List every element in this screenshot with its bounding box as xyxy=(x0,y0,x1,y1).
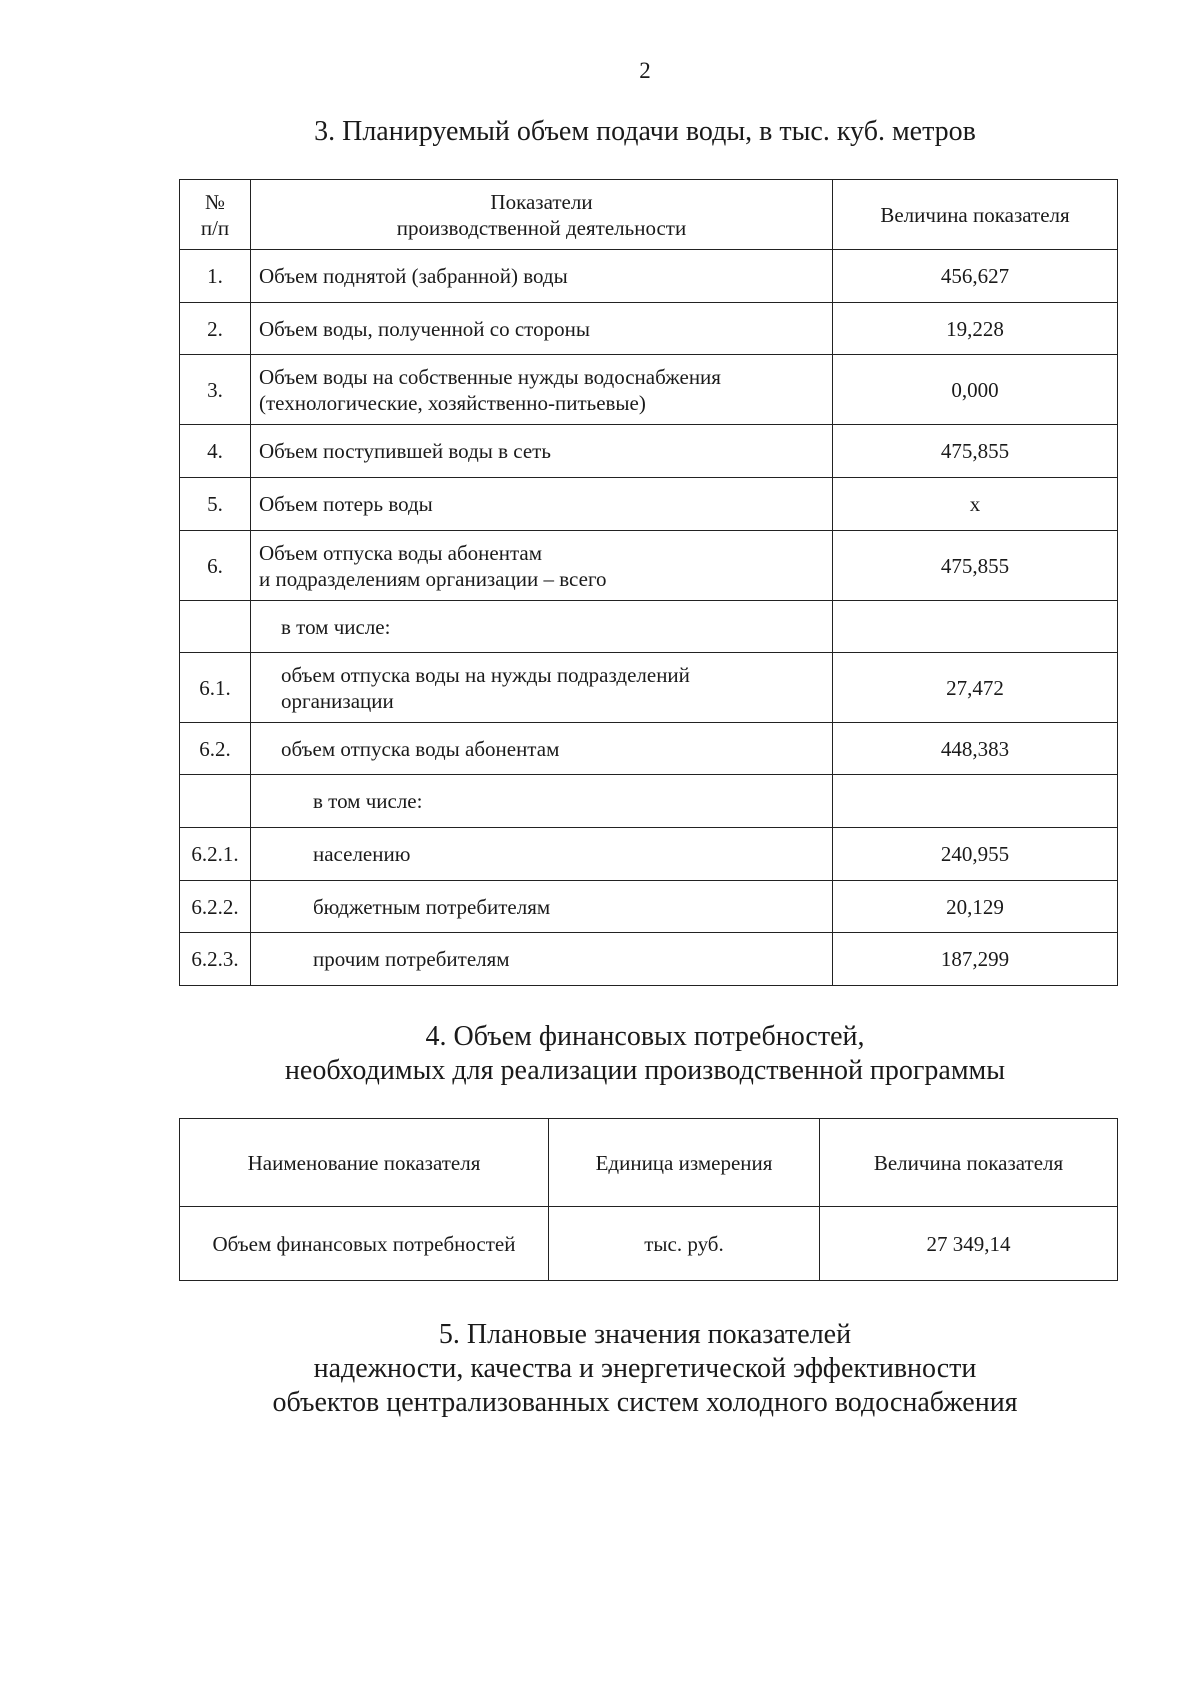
row-value xyxy=(833,775,1118,828)
row-unit: тыс. руб. xyxy=(549,1207,820,1281)
row-value: 456,627 xyxy=(833,250,1118,303)
row-value: 27,472 xyxy=(833,653,1118,723)
row-value: 240,955 xyxy=(833,828,1118,881)
row-value: 475,855 xyxy=(833,425,1118,478)
table-row xyxy=(180,250,1118,303)
table-row xyxy=(180,531,1118,601)
section-5-title-line1: 5. Плановые значения показателей xyxy=(438,1319,852,1350)
header-unit: Единица измерения xyxy=(549,1119,820,1207)
row-indicator-line1: объем отпуска воды на нужды подразделений xyxy=(281,662,690,687)
row-number: 6.1. xyxy=(180,653,251,723)
row-indicator: прочим потребителям xyxy=(251,933,833,986)
table-row xyxy=(180,601,1118,653)
section-3-title-text: 3. Планируемый объем подачи воды, в тыс. куб. метров xyxy=(314,116,976,147)
row-indicator-line1: Объем воды на собственные нужды водоснабжения xyxy=(259,364,721,389)
row-indicator: Объем поднятой (забранной) воды xyxy=(251,250,833,303)
row-value: 187,299 xyxy=(833,933,1118,986)
table-row xyxy=(180,653,1118,723)
row-indicator: Объем поступившей воды в сеть xyxy=(251,425,833,478)
row-indicator: Объем потерь воды xyxy=(251,478,833,531)
table-row xyxy=(180,478,1118,531)
page-number: 2 xyxy=(639,58,651,83)
row-indicator: в том числе: xyxy=(251,601,833,653)
section-4-title-line1: 4. Объем финансовых потребностей, xyxy=(425,1021,865,1052)
header-number xyxy=(180,180,251,250)
section-4-title-line2: необходимых для реализации производственной программы xyxy=(284,1055,1006,1086)
table-header-row xyxy=(180,1119,1118,1207)
water-supply-volume-table xyxy=(179,179,1118,986)
row-value: 475,855 xyxy=(833,531,1118,601)
row-number: 4. xyxy=(180,425,251,478)
financial-needs-table xyxy=(179,1118,1118,1281)
row-indicator-name: Объем финансовых потребностей xyxy=(180,1207,549,1281)
header-number-line2: п/п xyxy=(200,215,230,240)
section-3-title xyxy=(0,115,1200,149)
row-indicator xyxy=(251,355,833,425)
row-indicator: Объем воды, полученной со стороны xyxy=(251,303,833,355)
section-5-title-line2: надежности, качества и энергетической эффективности xyxy=(313,1353,977,1384)
section-4-title xyxy=(0,1020,1200,1088)
row-number: 5. xyxy=(180,478,251,531)
section-5-title-line3: объектов централизованных систем холодного водоснабжения xyxy=(272,1387,1018,1418)
row-value xyxy=(833,601,1118,653)
row-number xyxy=(180,775,251,828)
row-indicator-line2: и подразделениям организации – всего xyxy=(259,566,607,591)
row-number: 2. xyxy=(180,303,251,355)
row-indicator: в том числе: xyxy=(251,775,833,828)
table-row xyxy=(180,933,1118,986)
table-row xyxy=(180,355,1118,425)
row-indicator: бюджетным потребителям xyxy=(251,881,833,933)
header-indicator xyxy=(251,180,833,250)
row-indicator-line1: Объем отпуска воды абонентам xyxy=(259,540,543,565)
row-number: 6.2.1. xyxy=(180,828,251,881)
row-indicator-line2: организации xyxy=(281,688,394,713)
table-row xyxy=(180,723,1118,775)
header-value: Величина показателя xyxy=(820,1119,1118,1207)
table-row xyxy=(180,828,1118,881)
table-row xyxy=(180,425,1118,478)
table-header-row xyxy=(180,180,1118,250)
header-indicator-name: Наименование показателя xyxy=(180,1119,549,1207)
table-row xyxy=(180,1207,1118,1281)
row-number: 3. xyxy=(180,355,251,425)
row-indicator-line2: (технологические, хозяйственно-питьевые) xyxy=(259,390,646,415)
row-number: 6.2.2. xyxy=(180,881,251,933)
row-value: 27 349,14 xyxy=(820,1207,1118,1281)
row-number: 1. xyxy=(180,250,251,303)
table-row xyxy=(180,881,1118,933)
row-indicator: объем отпуска воды абонентам xyxy=(251,723,833,775)
row-number xyxy=(180,601,251,653)
header-number-line1: № xyxy=(204,189,226,214)
row-value: 0,000 xyxy=(833,355,1118,425)
header-value: Величина показателя xyxy=(833,180,1118,250)
header-indicator-line1: Показатели xyxy=(490,189,593,214)
table-row xyxy=(180,303,1118,355)
row-number: 6.2. xyxy=(180,723,251,775)
row-indicator xyxy=(251,653,833,723)
header-indicator-line2: производственной деятельности xyxy=(396,215,687,240)
row-value: 20,129 xyxy=(833,881,1118,933)
table-row xyxy=(180,775,1118,828)
row-value: 448,383 xyxy=(833,723,1118,775)
row-number: 6.2.3. xyxy=(180,933,251,986)
section-5-title xyxy=(0,1318,1200,1420)
row-value: 19,228 xyxy=(833,303,1118,355)
row-number: 6. xyxy=(180,531,251,601)
row-indicator xyxy=(251,531,833,601)
row-value: х xyxy=(833,478,1118,531)
row-indicator: населению xyxy=(251,828,833,881)
